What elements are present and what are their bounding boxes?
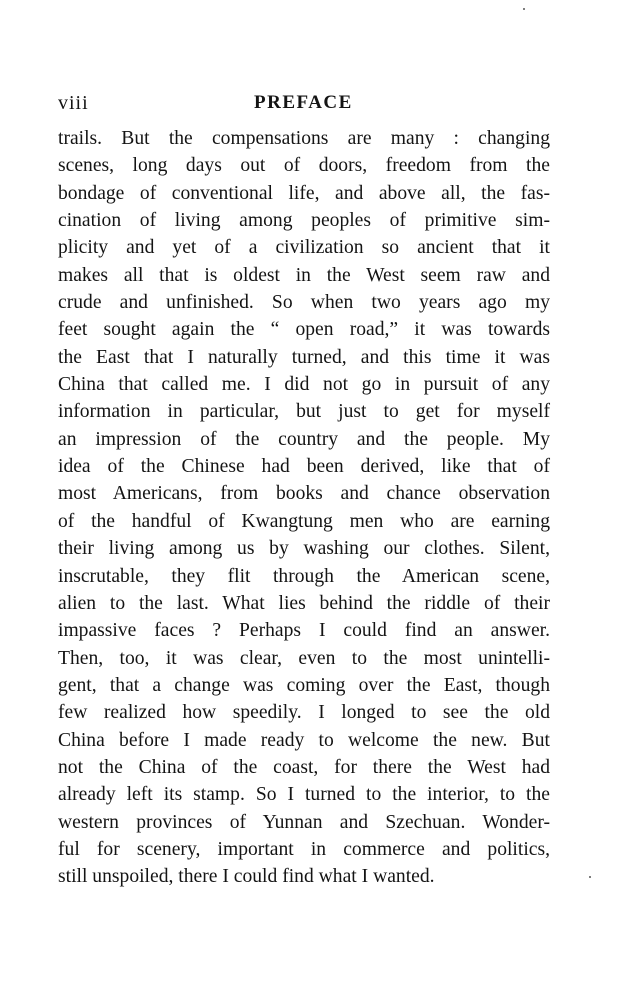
text-line: impassive faces ? Perhaps I could find an answer. bbox=[58, 620, 550, 642]
text-line: makes all that is oldest in the West seem raw and bbox=[58, 264, 550, 286]
text-line: feet sought again the “ open road,” it was towards bbox=[58, 319, 550, 341]
text-line: not the China of the coast, for there the West had bbox=[58, 756, 550, 778]
text-line: scenes, long days out of doors, freedom from the bbox=[58, 155, 550, 177]
text-line: plicity and yet of a civilization so ancient that it bbox=[58, 237, 550, 259]
text-line: idea of the Chinese had been derived, like that of bbox=[58, 456, 550, 478]
text-line: the East that I naturally turned, and this time it was bbox=[58, 346, 550, 368]
text-line: information in particular, but just to get for myself bbox=[58, 401, 550, 423]
text-line: crude and unfinished. So when two years ago my bbox=[58, 292, 550, 314]
text-line: an impression of the country and the people. My bbox=[58, 428, 550, 450]
text-line: bondage of conventional life, and above all, the fas- bbox=[58, 182, 550, 204]
text-line: China that called me. I did not go in pursuit of any bbox=[58, 374, 550, 396]
text-line: few realized how speedily. I longed to see the old bbox=[58, 702, 550, 724]
text-line: western provinces of Yunnan and Szechuan. Wonder- bbox=[58, 811, 550, 833]
text-line: cination of living among peoples of primitive sim- bbox=[58, 210, 550, 232]
text-line: alien to the last. What lies behind the riddle of their bbox=[58, 592, 550, 614]
text-line: their living among us by washing our clothes. Silent, bbox=[58, 538, 550, 560]
text-line: most Americans, from books and chance observation bbox=[58, 483, 550, 505]
text-line: Then, too, it was clear, even to the most unintelli- bbox=[58, 647, 550, 669]
text-line: ful for scenery, important in commerce and politics, bbox=[58, 838, 550, 860]
page-header bbox=[58, 92, 550, 118]
scan-speck bbox=[589, 876, 591, 878]
text-line: already left its stamp. So I turned to the interior, to the bbox=[58, 784, 550, 806]
page-number: viii bbox=[58, 92, 89, 114]
scan-speck bbox=[523, 8, 525, 10]
text-line: inscrutable, they flit through the American scene, bbox=[58, 565, 550, 587]
text-line: trails. But the compensations are many : changing bbox=[58, 128, 550, 149]
body-paragraph bbox=[58, 125, 550, 891]
running-head: PREFACE bbox=[254, 92, 353, 113]
text-line: China before I made ready to welcome the new. But bbox=[58, 729, 550, 751]
text-line: gent, that a change was coming over the East, though bbox=[58, 674, 550, 696]
text-line: of the handful of Kwangtung men who are earning bbox=[58, 510, 550, 532]
text-line: still unspoiled, there I could find what I wanted. bbox=[58, 866, 435, 888]
